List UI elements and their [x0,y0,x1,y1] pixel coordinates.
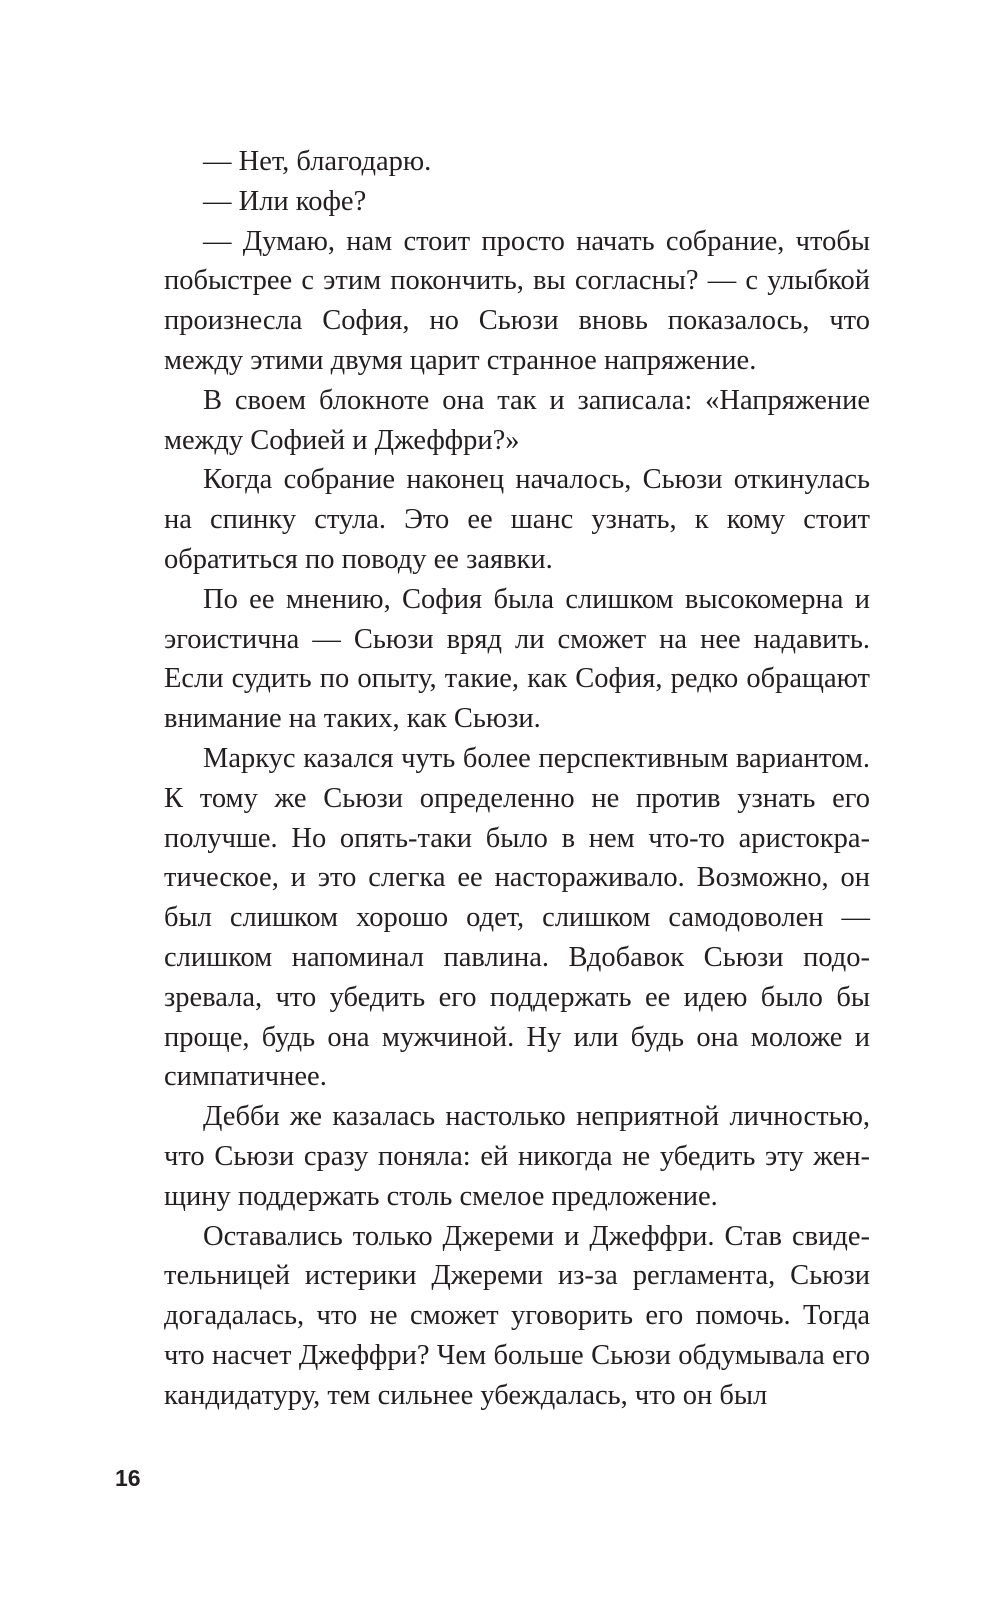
body-text [164,142,870,1416]
page-number: 16 [115,1465,141,1491]
paragraph: — Думаю, нам стоит просто начать собрание, чтобы побыстрее с этим покончить, вы согласны? — с улыбкой произнесла София, но Сьюзи вновь показалось, что между этими двумя царит странное напряжение. [164,225,870,376]
paragraph: Оставались только Джереми и Джеффри. Став свидетельницей истерики Джереми из-за регламента, Сьюзи догадалась, что не сможет уговорить его помочь. Тогда что насчет Джеффри? Чем больше Сьюзи обдумывала его кандидатуру, тем сильнее убеждалась, что он был [164,1220,870,1411]
paragraph: Когда собрание наконец началось, Сьюзи откинулась на спинку стула. Это ее шанс узнать, к кому стоит обратиться по поводу ее заявки. [164,464,870,575]
paragraph: Дебби же казалась настолько неприятной личностью, что Сьюзи сразу поняла: ей никогда не убедить эту женщину поддержать столь смелое предложение. [164,1101,870,1212]
paragraph: По ее мнению, София была слишком высокомерна и эгоистична — Сьюзи вряд ли сможет на нее надавить. Если судить по опыту, такие, как София, редко обращают внимание на таких, как Сьюзи. [164,583,870,735]
paragraph: Маркус казался чуть более перспективным вариантом. К тому же Сьюзи определенно не против узнать его получше. Но опять-таки было в нем что-то аристократическое, и это слегка ее настораживало. Возможно, он был слишком хорошо одет, слишком самодоволен — слишком напоминал павлина. Вдобавок Сьюзи подозревала, что убедить его поддержать ее идею было бы проще, будь она мужчиной. Ну или будь она моложе и симпатичнее. [164,742,870,1093]
paragraph: — Нет, благодарю. [203,146,432,177]
paragraph: В своем блокноте она так и записала: «Напряжение между Софией и Джеффри?» [164,384,870,456]
paragraph: — Или кофе? [203,185,367,217]
